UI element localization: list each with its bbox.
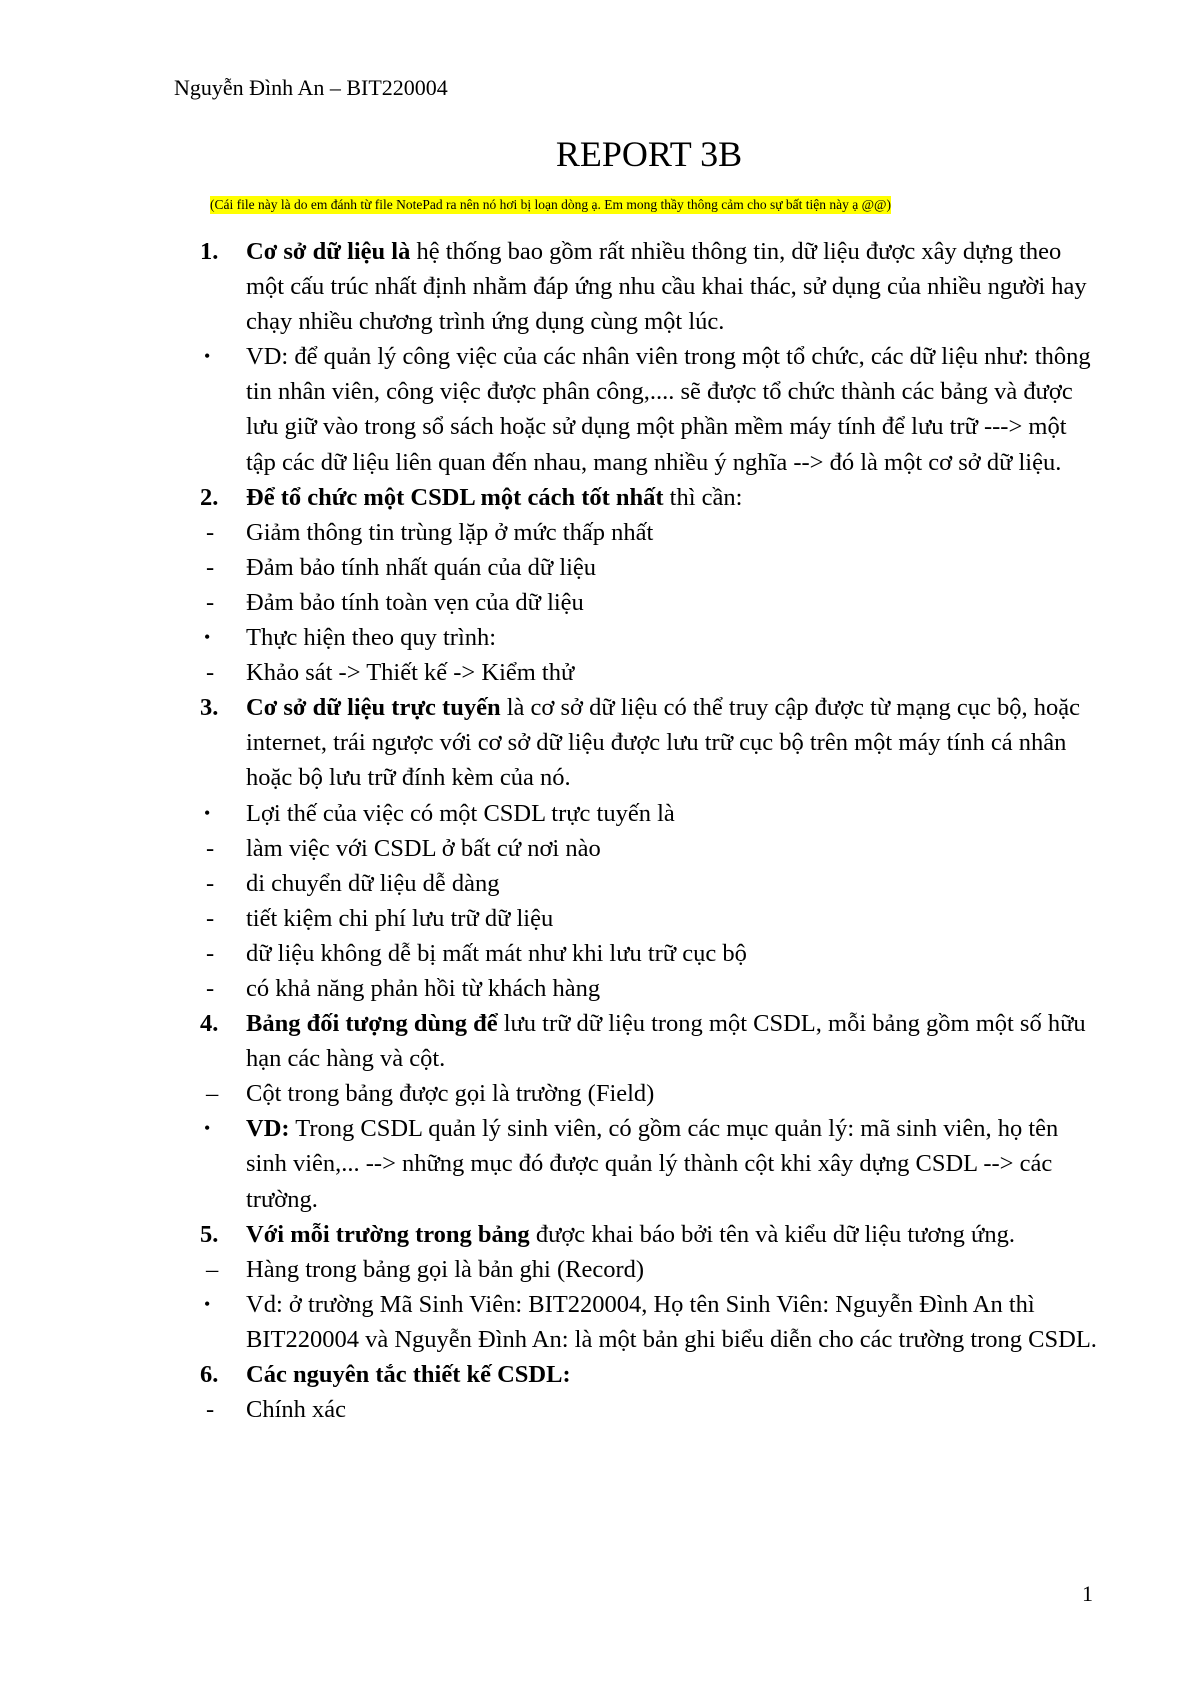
list-item xyxy=(200,796,1100,831)
item-text: được khai báo bởi tên và kiểu dữ liệu tương ứng. xyxy=(529,1220,1015,1248)
item-text: Chính xác xyxy=(246,1396,347,1424)
list-item xyxy=(200,1252,1100,1287)
item-bold-term: Với mỗi trường trong bảng xyxy=(246,1220,530,1248)
item-text: lưu trữ dữ liệu trong một CSDL, mỗi bảng gồm một số hữu hạn các hàng và cột. xyxy=(246,1010,1086,1073)
bullet-icon: • xyxy=(204,1118,211,1139)
list-item xyxy=(200,1392,1100,1427)
list-marker: 5. xyxy=(200,1220,219,1248)
list-marker: - xyxy=(206,1396,215,1424)
item-text: Hàng trong bảng gọi là bản ghi (Record) xyxy=(246,1255,645,1283)
item-text: dữ liệu không dễ bị mất mát như khi lưu trữ cục bộ xyxy=(246,939,747,967)
list-item xyxy=(200,1006,1100,1076)
list-item xyxy=(200,1111,1100,1216)
list-item xyxy=(200,655,1100,690)
list-marker: - xyxy=(206,939,215,967)
list-item xyxy=(200,234,1100,339)
list-marker: - xyxy=(206,659,215,687)
list-item xyxy=(200,550,1100,585)
item-text: thì cần: xyxy=(663,483,743,511)
list-item xyxy=(200,971,1100,1006)
bullet-icon: • xyxy=(204,802,211,823)
list-marker: - xyxy=(206,904,215,932)
page-number: 1 xyxy=(1082,1581,1093,1606)
list-item xyxy=(200,1217,1100,1252)
item-bold-term: Cơ sở dữ liệu là xyxy=(246,238,411,265)
item-text: hệ thống bao gồm rất nhiều thông tin, dữ liệu được xây dựng theo một cấu trúc nhất định nhằm đáp ứng nhu cầu khai thác, sử dụng của nhiều người hay chạy nhiều chương trình ứng dụng cùng một lúc. xyxy=(246,238,1087,336)
item-bold-term: Để tổ chức một CSDL một cách tốt nhất xyxy=(246,483,664,511)
list-item xyxy=(200,936,1100,971)
list-item xyxy=(200,1076,1100,1111)
list-marker: - xyxy=(206,553,215,581)
item-text: Lợi thế của việc có một CSDL trực tuyến là xyxy=(246,799,675,827)
list-marker: - xyxy=(206,974,215,1002)
list-item xyxy=(200,901,1100,936)
item-text: di chuyển dữ liệu dễ dàng xyxy=(246,869,500,897)
item-text: Khảo sát -> Thiết kế -> Kiểm thử xyxy=(246,659,575,687)
bullet-icon: • xyxy=(204,1293,211,1314)
list-marker: - xyxy=(206,588,215,616)
item-bold-term: Các nguyên tắc thiết kế CSDL: xyxy=(246,1361,571,1388)
item-text: Vd: ở trường Mã Sinh Viên: BIT220004, Họ tên Sinh Viên: Nguyễn Đình An thì BIT220004 và Nguyễn Đình An: là một bản ghi biểu diễn cho các trường trong CSDL. xyxy=(246,1290,1097,1353)
item-text: Cột trong bảng được gọi là trường (Field) xyxy=(246,1080,655,1108)
item-text: Đảm bảo tính nhất quán của dữ liệu xyxy=(246,553,597,581)
list-item xyxy=(200,1357,1100,1392)
item-text: Đảm bảo tính toàn vẹn của dữ liệu xyxy=(246,588,584,616)
list-item xyxy=(200,515,1100,550)
list-marker: 1. xyxy=(200,238,219,265)
list-marker: 6. xyxy=(200,1361,219,1388)
page-header: Nguyễn Đình An – BIT220004 xyxy=(174,75,448,100)
item-text: VD: để quản lý công việc của các nhân viên trong một tổ chức, các dữ liệu như: thông tin nhân viên, công việc được phân công,.... sẽ được tổ chức thành các bảng và được lưu giữ vào trong sổ sách hoặc sử dụng một phần mềm máy tính để lưu trữ ---> một tập các dữ liệu liên quan đến nhau, mang nhiều ý nghĩa --> đó là một cơ sở dữ liệu. xyxy=(246,343,1091,476)
bullet-icon: • xyxy=(204,346,211,367)
list-marker: - xyxy=(206,518,215,546)
list-marker: - xyxy=(206,834,215,862)
list-item xyxy=(200,831,1100,866)
item-bold-term: Cơ sở dữ liệu trực tuyến xyxy=(246,694,501,722)
item-text: tiết kiệm chi phí lưu trữ dữ liệu xyxy=(246,904,554,932)
list-item xyxy=(200,480,1100,515)
highlighted-note: (Cái file này là do em đánh từ file NotePad ra nên nó hơi bị loạn dòng ạ. Em mong thầy thông cảm cho sự bất tiện này ạ @@) xyxy=(210,197,891,212)
list-item xyxy=(200,339,1100,479)
list-item xyxy=(200,690,1100,795)
list-item xyxy=(200,866,1100,901)
item-text: Giảm thông tin trùng lặp ở mức thấp nhất xyxy=(246,518,654,546)
item-bold-term: VD: xyxy=(246,1115,290,1143)
item-text: Thực hiện theo quy trình: xyxy=(246,624,497,652)
list-item xyxy=(200,1287,1100,1357)
list-marker: - xyxy=(206,869,215,897)
item-bold-term: Bảng đối tượng dùng để xyxy=(246,1010,498,1038)
list-marker: 4. xyxy=(200,1010,219,1038)
item-text: làm việc với CSDL ở bất cứ nơi nào xyxy=(246,834,601,862)
list-marker: 2. xyxy=(200,483,219,511)
list-item xyxy=(200,585,1100,620)
list-item xyxy=(200,620,1100,655)
page-title: REPORT 3B xyxy=(555,134,743,174)
list-marker: 3. xyxy=(200,694,219,722)
bullet-icon: • xyxy=(204,627,211,648)
list-marker: – xyxy=(206,1255,219,1283)
list-marker: – xyxy=(206,1080,219,1108)
item-text: Trong CSDL quản lý sinh viên, có gồm các mục quản lý: mã sinh viên, họ tên sinh viên,... --> những mục đó được quản lý thành cột khi xây dựng CSDL --> các trường. xyxy=(246,1115,1059,1213)
item-text: có khả năng phản hồi từ khách hàng xyxy=(246,974,601,1002)
item-text: là cơ sở dữ liệu có thể truy cập được từ mạng cục bộ, hoặc internet, trái ngược với cơ sở dữ liệu được lưu trữ cục bộ trên một máy tính cá nhân hoặc bộ lưu trữ đính kèm của nó. xyxy=(246,694,1080,792)
report-body xyxy=(200,234,1100,1427)
